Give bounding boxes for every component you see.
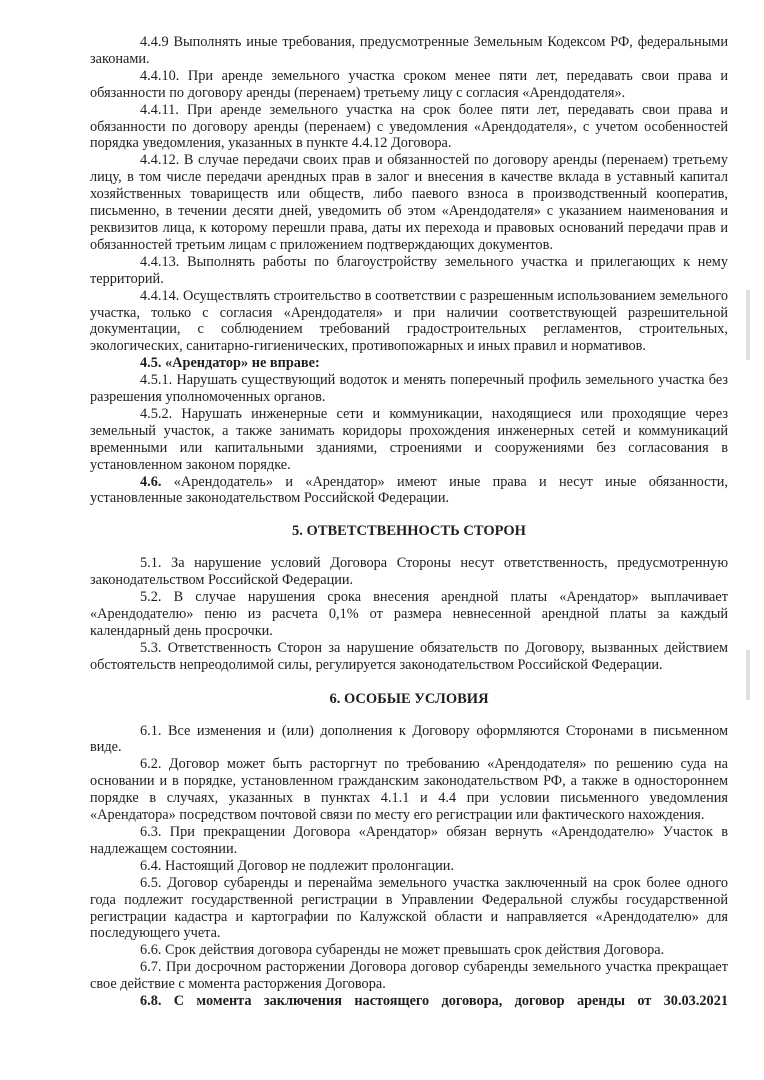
clause-number: 6.5.: [140, 874, 162, 891]
clause-number: 4.4.13.: [140, 253, 180, 270]
clause-text: Выполнять иные требования, предусмотренные Земельным Кодексом РФ, федеральными законами.: [90, 34, 728, 67]
clause-text: Нарушать инженерные сети и коммуникации, находящиеся или проходящие через земельный участок, а также занимать коридоры прохождения инженерных сетей и коммуникаций временными или капитальными зданиями, строениями и сооружениями без согласования в установленном законом порядке.: [90, 405, 729, 473]
clause-text: Все изменения и (или) дополнения к Договору оформляются Сторонами в письменном виде.: [90, 722, 729, 756]
clause-number: 4.5.: [140, 355, 162, 372]
clause-number: 6.6.: [140, 942, 162, 959]
clause-text: Осуществлять строительство в соответствии с разрешенным использованием земельного участка, только с согласия «Арендодателя» и при наличии соответствующей разрешительной документации, с соблюдением требований градостроительных регламентов, строительных, экологических, санитарно-гигиенических, противопожарных и иных правил и нормативов.: [90, 287, 728, 355]
clause-number: 6.2.: [140, 756, 162, 773]
clause-6-2: [90, 756, 728, 824]
clause-4-4-12: [90, 152, 728, 253]
clause-text: «Арендодатель» и «Арендатор» имеют иные права и несут иные обязанности, установленные законодательством Российской Федерации.: [90, 473, 728, 507]
clause-text: Договор может быть расторгнут по требованию «Арендодателя» по решению суда на основании и в порядке, установленном гражданским законодательством РФ, а также в одностороннем порядке в случаях, указанных в пунктах 4.1.1 и 4.4 при условии письменного уведомления «Арендатора» посредством почтовой связи по месту его регистрации или фактического нахождения.: [90, 756, 728, 824]
clause-text: При досрочном расторжении Договора договор субаренды земельного участка прекращает свое действие с момента расторжения Договора.: [90, 959, 729, 993]
clause-number: 4.4.9: [140, 34, 169, 50]
clause-number: 4.5.1.: [140, 372, 173, 389]
clause-number: 4.4.10.: [140, 67, 180, 84]
document-page: [90, 34, 728, 1010]
clause-4-4-9: [90, 34, 728, 68]
clause-4-5-2: [90, 406, 728, 474]
clause-4-4-14: [90, 288, 728, 356]
clause-number: 4.4.12.: [140, 152, 180, 169]
clause-6-8: [90, 993, 728, 1010]
clause-text: Договор субаренды и перенайма земельного участка заключенный на срок более одного года подлежит государственной регистрации в Управлении Федеральной службы государственной регистрации кадастра и картографии по Калужской области и направляется «Арендодателю» для последующего учета.: [90, 874, 728, 942]
section-6-heading: 6. ОСОБЫЕ УСЛОВИЯ: [329, 690, 489, 707]
clause-6-7: [90, 959, 728, 993]
clause-4-6: [90, 474, 728, 508]
scan-artifact: [746, 290, 750, 360]
clause-text: «Арендатор» не вправе:: [165, 355, 320, 372]
clause-text: При аренде земельного участка сроком менее пяти лет, передавать свои права и обязанности по договору аренды (перенаем) третьему лицу с согласия «Арендодателя».: [90, 67, 728, 101]
clause-number: 6.8.: [140, 993, 162, 1010]
clause-6-3: [90, 824, 728, 858]
clause-number: 4.5.2.: [140, 405, 173, 422]
clause-text: В случае нарушения срока внесения арендной платы «Арендатор» выплачивает «Арендодателю» пеню из расчета 0,1% от размера невнесенной арендной платы за каждый календарный день просрочки.: [90, 589, 728, 639]
clause-6-5: [90, 875, 728, 943]
clause-number: 5.2.: [140, 589, 162, 606]
clause-number: 5.1.: [140, 555, 162, 572]
clause-number: 4.4.11.: [140, 101, 179, 118]
clause-number: 4.6.: [140, 473, 162, 490]
clause-number: 6.7.: [140, 959, 162, 976]
clause-6-4: [90, 858, 728, 875]
clause-text: За нарушение условий Договора Стороны несут ответственность, предусмотренную законодательством Российской Федерации.: [90, 555, 728, 589]
clause-5-2: [90, 589, 728, 640]
clause-number: 6.3.: [140, 823, 162, 840]
clause-text: Настоящий Договор не подлежит пролонгации.: [165, 857, 455, 874]
clause-4-5-1: [90, 372, 728, 406]
clause-text: Ответственность Сторон за нарушение обязательств по Договору, вызванных действием обстоятельств непреодолимой силы, регулируется законодательством Российской Федерации.: [90, 639, 728, 673]
clause-text: При прекращении Договора «Арендатор» обязан вернуть «Арендодателю» Участок в надлежащем состоянии.: [90, 823, 728, 857]
clause-5-1: [90, 555, 728, 589]
clause-number: 6.4.: [140, 857, 162, 874]
clause-6-1: [90, 723, 728, 757]
clause-text: При аренде земельного участка на срок более пяти лет, передавать свои права и обязанности по договору аренды (перенаем) с уведомления «Арендодателя», с учетом особенностей порядка уведомления, указанных в пункте 4.4.12 Договора.: [90, 101, 728, 152]
clause-number: 4.4.14.: [140, 287, 180, 304]
clause-text: Выполнять работы по благоустройству земельного участка и прилегающих к нему территорий.: [90, 253, 729, 287]
clause-4-4-10: [90, 68, 728, 102]
clause-text: Срок действия договора субаренды не может превышать срок действия Договора.: [165, 942, 665, 959]
clause-number: 6.1.: [140, 722, 162, 739]
scan-artifact: [746, 650, 750, 700]
clause-4-4-11: [90, 102, 728, 153]
clause-6-6: [90, 942, 728, 959]
clause-text: Нарушать существующий водоток и менять поперечный профиль земельного участка без разрешения уполномоченных органов.: [90, 372, 728, 406]
clause-5-3: [90, 640, 728, 674]
section-5-heading: 5. ОТВЕТСТВЕННОСТЬ СТОРОН: [292, 523, 526, 540]
clause-text: В случае передачи своих прав и обязанностей по договору аренды (перенаем) третьему лицу, в том числе передачи арендных прав в залог и внесения в качестве вклада в уставный капитал хозяйственных товариществ или обществ, либо паевого взноса в производственный кооператив, письменно, в течении десяти дней, уведомить об этом «Арендодателя» с указанием наименования и реквизитов лица, к которому перешли права, даты их перехода и правовых оснований передачи прав и обязанностей третьим лицам с приложением подтверждающих документов.: [90, 152, 728, 253]
clause-number: 5.3.: [140, 639, 162, 656]
clause-text: С момента заключения настоящего договора, договор аренды от 30.03.2021: [173, 993, 728, 1010]
clause-4-5: [90, 355, 728, 372]
clause-4-4-13: [90, 254, 728, 288]
